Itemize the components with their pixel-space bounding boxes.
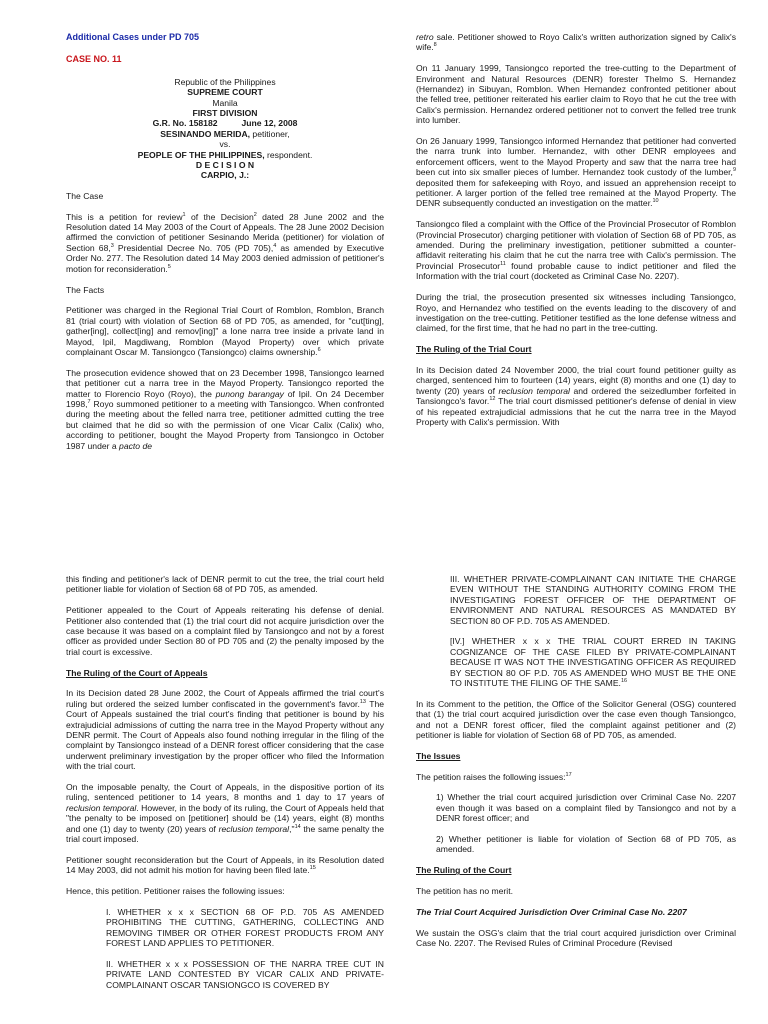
- text-run: This is a petition for review: [66, 211, 183, 222]
- text-run: found probable cause to indict petitioner and filed the Information with the trial court (docketed as Criminal Case No. 2207).: [416, 260, 736, 282]
- petitioner-line: [66, 129, 384, 139]
- court-header: [66, 77, 384, 181]
- text-run-italic: reclusion temporal: [498, 385, 570, 396]
- column-left-bottom: [66, 574, 384, 1024]
- heading-ruling-trial-court: The Ruling of the Trial Court: [416, 344, 532, 355]
- text-run-italic: retro: [416, 32, 434, 42]
- footnote-ref-link[interactable]: 7: [87, 399, 91, 406]
- footnote-ref-link[interactable]: 10: [652, 198, 659, 205]
- paragraph-hence: Hence, this petition. Petitioner raises the following issues:: [66, 886, 285, 897]
- column-right-top: [416, 32, 736, 502]
- paragraph-jan-11: On 11 January 1999, Tansiongco reported the tree-cutting to the Department of Environment and Natural Resources (DENR) forester Thelmo S. Hernandez (Hernandez) in Sibuyan, Romblon. When Hernandez confronted petitioner about the felled tree, petitioner reiterated his earlier claim to Royo that he cut the tree with Calix's permission. Hernandez ordered petitioner not to convert the felled tree trunk into lumber.: [416, 63, 736, 126]
- issue-2: II. WHETHER x x x POSSESSION OF THE NARRA TREE CUT IN PRIVATE LAND CONTESTED BY VICAR CALIX AND PRIVATE-COMPLAINANT OSCAR TANSIONGCO IS COVERED BY: [106, 958, 384, 990]
- heading-ruling-court-of-appeals: The Ruling of the Court of Appeals: [66, 667, 208, 678]
- text-run-italic: pacto de: [119, 440, 153, 451]
- respondent-name: PEOPLE OF THE PHILIPPINES,: [137, 149, 265, 160]
- heading-the-case: The Case: [66, 190, 104, 201]
- text-run: On the imposable penalty, the Court of Appeals, in the dispositive portion of its ruling, sentenced petitioner to 14 years, 8 months and 1 day to 17 years of: [66, 782, 384, 803]
- doc-heading: Additional Cases under PD 705: [66, 32, 200, 42]
- text-run: In its Decision dated 28 June 2002, the Court of Appeals affirmed the trial court's ruling but ordered the seized lumber confiscated in the government's favor.: [66, 688, 384, 709]
- republic-line: Republic of the Philippines: [174, 76, 276, 87]
- text-run: In its Decision dated 24 November 2000, the trial court found petitioner guilty as charged, sentenced him to fourteen (14) years, eight (8) months and one (1) day to twenty (20) years of: [416, 364, 736, 396]
- ponente: CARPIO, J.:: [200, 170, 250, 181]
- heading-the-issues: The Issues: [416, 750, 461, 761]
- text-run: Petitioner sought reconsideration but the Court of Appeals, in its Resolution dated 14 May 2003, did not admit his motion for having been filed late.: [66, 854, 384, 876]
- footnote-ref-link[interactable]: 8: [433, 42, 437, 49]
- paragraph-jan-26: [416, 136, 736, 209]
- paragraph-trial: During the trial, the prosecution presented six witnesses including Tansiongco, Royo, and Hernandez who testified on the events leading to the discovery of and investigation on the tree-cutting. Petitioner testified as the lone defense witness and claimed, for the first time, that he had no part in the tree-cutting.: [416, 292, 736, 334]
- issue-3: III. WHETHER PRIVATE-COMPLAINANT CAN INITIATE THE CHARGE EVEN WITHOUT THE STANDING AUTHORITY COMING FROM THE INVESTIGATING FOREST OFFICER OF THE DEPARTMENT OF ENVIRONMENT AND NATURAL RESOURCES AS MANDATED BY SECTION 80 OF P.D. 705 AS AMENDED.: [450, 574, 736, 626]
- paragraph-case: [66, 212, 384, 274]
- paragraph-ca-decision: [66, 688, 384, 771]
- footnote-ref-link[interactable]: 13: [359, 698, 366, 705]
- text-run: On 26 January 1999, Tansiongco informed Hernandez that petitioner had converted the narra trunk into lumber. Hernandez, with other DENR employees and enforcement officers, went to the Mayod Property and saw that the narra tree had been cut into six smaller pieces of lumber. Hernandez took custody of the lumber,: [416, 136, 736, 178]
- paragraph-sustain: We sustain the OSG's claim that the trial court acquired jurisdiction over Criminal Case No. 2207. The Revised Rules of Criminal Procedure (Revised: [416, 927, 736, 949]
- footnote-ref-link[interactable]: 9: [732, 167, 736, 174]
- paragraph-facts-2: [66, 368, 384, 451]
- text-run: deposited them for safekeeping with Royo, and issued an apprehension receipt to petitioner. A larger portion of the felled tree remained at the Mayod Property. The DENR subsequently conducted an investigation on the matter.: [416, 177, 736, 209]
- court-name: SUPREME COURT: [187, 87, 263, 98]
- text-run-italic: reclusion temporal: [218, 823, 290, 834]
- footnote-ref-link[interactable]: 4: [273, 243, 277, 250]
- text-run: dated 28 June 2002 and the Resolution dated 14 May 2003 of the Court of Appeals. The 28 June 2002 Decision affirmed the conviction of petitioner Sesinando Merida (petitioner) for violation of Section 68,: [66, 211, 384, 253]
- text-run: The trial court dismissed petitioner's defense of denial in view of his repeated extrajudicial admissions that he cut the narra tree in the Mayod Property with Calix's permission. With: [416, 396, 736, 427]
- paragraph-retro: [416, 32, 736, 53]
- text-run: [IV.] WHETHER x x x THE TRIAL COURT ERRED IN TAKING COGNIZANCE OF THE CASE FILED BY PRIVATE-COMPLAINANT BECAUSE IT WAS NOT THE INVESTIGATING OFFICER AS REQUIRED BY SECTION 80 OF P.D. 705 AS AMENDED WHO MUST BE THE ONE TO INSTITUTE THE FILING OF THE SAME.: [450, 636, 736, 689]
- paragraph-osg-comment: In its Comment to the petition, the Office of the Solicitor General (OSG) countered that (1) the trial court acquired jurisdiction over the case even though Tansiongco, and not a DENR forest officer, filed the complaint against petitioner and (2) petitioner is liable for violation of Section 68 of PD 705, as amended.: [416, 698, 736, 741]
- footnote-ref-link[interactable]: 12: [489, 396, 496, 403]
- footnote-ref-link[interactable]: 5: [167, 263, 171, 270]
- issue-4: [416, 636, 736, 688]
- issue-item-2: 2) Whether petitioner is liable for violation of Section 68 of PD 705, as amended.: [436, 834, 736, 855]
- column-left-top: [66, 32, 384, 502]
- footnote-ref-link[interactable]: 1: [182, 211, 186, 218]
- vs-line: vs.: [219, 139, 231, 150]
- text-run: sale. Petitioner showed to Royo Calix's written authorization signed by Calix's wife.: [416, 32, 736, 53]
- text-run: and ordered the seizedlumber forfeited in Tansiongco's favor.: [416, 385, 736, 407]
- heading-the-facts: The Facts: [66, 284, 105, 295]
- text-run: as amended by Executive Order No. 277. The Resolution dated 14 May 2003 denied admission of petitioner's motion for reconsideration.: [66, 242, 384, 274]
- text-run: of Ipil. On 24 December 1998,: [66, 388, 384, 409]
- text-run: The prosecution evidence showed that on 23 December 1998, Tansiongco learned that petitioner cut a narra tree in the Mayod Property. Tansiongco reported the matter to Florencio Royo (Royo), the: [66, 367, 384, 399]
- paragraph-finding: this finding and petitioner's lack of DENR permit to cut the tree, the trial court held petitioner liable for violation of Section 68 of PD 705, as amended.: [66, 574, 384, 595]
- respondent-line: [66, 150, 384, 160]
- subheading-jurisdiction: The Trial Court Acquired Jurisdiction Over Criminal Case No. 2207: [416, 906, 687, 917]
- issue-item-1: 1) Whether the trial court acquired jurisdiction over Criminal Case No. 2207 even though it was based on a complaint filed by Tansiongco and not by a DENR forest officer; and: [436, 792, 736, 824]
- paragraph-trial-decision: [416, 365, 736, 427]
- text-run-italic: reclusion temporal: [66, 802, 137, 813]
- paragraph-appeal: Petitioner appealed to the Court of Appeals reiterating his defense of denial. Petitioner also contended that (1) the trial court did not acquire jurisdiction over the case because it was based on a complaint filed by Tansiongco and not by a forest officer as provided under Section 80 of PD 705 and (2) the penalty imposed by the trial court is excessive.: [66, 605, 384, 657]
- text-run-italic: punong barangay: [215, 388, 284, 399]
- text-run: Petitioner was charged in the Regional Trial Court of Romblon, Romblon, Branch 81 (trial court) with violation of Section 68 of PD 705, as amended, for "cut[ting], gather[ing], collect[ing] and remov[ing]" a lone narra tree inside a private land in Mayod, Ipil, Magdiwang, Romblon (Mayod Property) over which private complainant Oscar M. Tansiongco (Tansiongco) claims ownership.: [66, 305, 384, 357]
- text-run: ,": [289, 823, 295, 834]
- gr-number: G.R. No. 158182: [152, 118, 218, 129]
- gr-line: [66, 118, 384, 128]
- division-name: FIRST DIVISION: [192, 108, 258, 119]
- footnote-ref-link[interactable]: 15: [309, 865, 316, 872]
- paragraph-issues-intro: [416, 772, 736, 782]
- paragraph-penalty: [66, 782, 384, 844]
- issue-1: I. WHETHER x x x SECTION 68 OF P.D. 705 AS AMENDED PROHIBITING THE CUTTING, GATHERING, COLLECTING AND REMOVING TIMBER OR OTHER FOREST PRODUCTS FROM ANY FOREST LAND APPLIES TO PETITIONER.: [106, 906, 384, 949]
- paragraph-reconsideration: [66, 855, 384, 876]
- footnote-ref-link[interactable]: 17: [565, 771, 572, 778]
- case-number: CASE NO. 11: [66, 54, 122, 65]
- text-run: the same penalty the trial court imposed.: [66, 823, 384, 845]
- column-right-bottom: [416, 574, 736, 1024]
- court-place: Manila: [212, 97, 238, 108]
- respondent-role: respondent.: [264, 149, 313, 160]
- footnote-ref-link[interactable]: 16: [620, 678, 628, 685]
- petitioner-name: SESINANDO MERIDA,: [160, 128, 251, 139]
- decision-date: June 12, 2008: [241, 118, 298, 129]
- footnote-ref-link[interactable]: 14: [294, 823, 301, 830]
- text-run: of the Decision: [185, 211, 254, 222]
- text-run: . However, in the body of its ruling, the Court of Appeals held that "the penalty to be imposed on [petitioner] should be (14) years, eight (8) months and one (1) day to twenty (20) years of: [66, 802, 384, 834]
- text-run: The Court of Appeals sustained the trial court's finding that petitioner is bound by his extrajudicial admissions of cutting the narra tree in the Mayod Property without any DENR permit. The Court of Appeals also found nothing irregular in the filing of the complaint by Tansiongco instead of a DENR forest officer considering that the case underwent preliminary investigation by the proper officer who filed the Information with the trial court.: [66, 698, 384, 772]
- text-run: Tansiongco filed a complaint with the Office of the Provincial Prosecutor of Romblon (Provincial Prosecutor) charging petitioner with violation of Section 68 of PD 705, as amended. During the preliminary investigation, petitioner submitted a counter-affidavit reiterating his claim that he cut the narra tree with Calix's permission. The Provincial Prosecutor: [416, 219, 736, 271]
- paragraph-facts-1: [66, 305, 384, 357]
- text-run: Presidential Decree No. 705 (PD 705),: [113, 242, 274, 253]
- footnote-ref-link[interactable]: 2: [253, 211, 257, 218]
- decision-title: D E C I S I O N: [195, 160, 255, 171]
- footnote-ref-link[interactable]: 11: [500, 261, 506, 268]
- text-run: The petition raises the following issues:: [416, 771, 566, 782]
- paragraph-complaint: [416, 219, 736, 281]
- paragraph-no-merit: The petition has no merit.: [416, 886, 513, 897]
- heading-ruling-of-the-court: The Ruling of the Court: [416, 865, 512, 876]
- petitioner-role: petitioner,: [250, 128, 290, 139]
- text-run: Royo summoned petitioner to a meeting with Tansiongco. When confronted during the meeting about the felled narra tree, petitioner admitted cutting the tree but claimed that he did so with the permission of one Vicar Calix (Calix) who, according to petitioner, bought the Mayod Property from Tansiongco in October 1987 under a: [66, 398, 384, 451]
- footnote-ref-link[interactable]: 3: [110, 243, 114, 250]
- footnote-ref-link[interactable]: 6: [317, 347, 321, 354]
